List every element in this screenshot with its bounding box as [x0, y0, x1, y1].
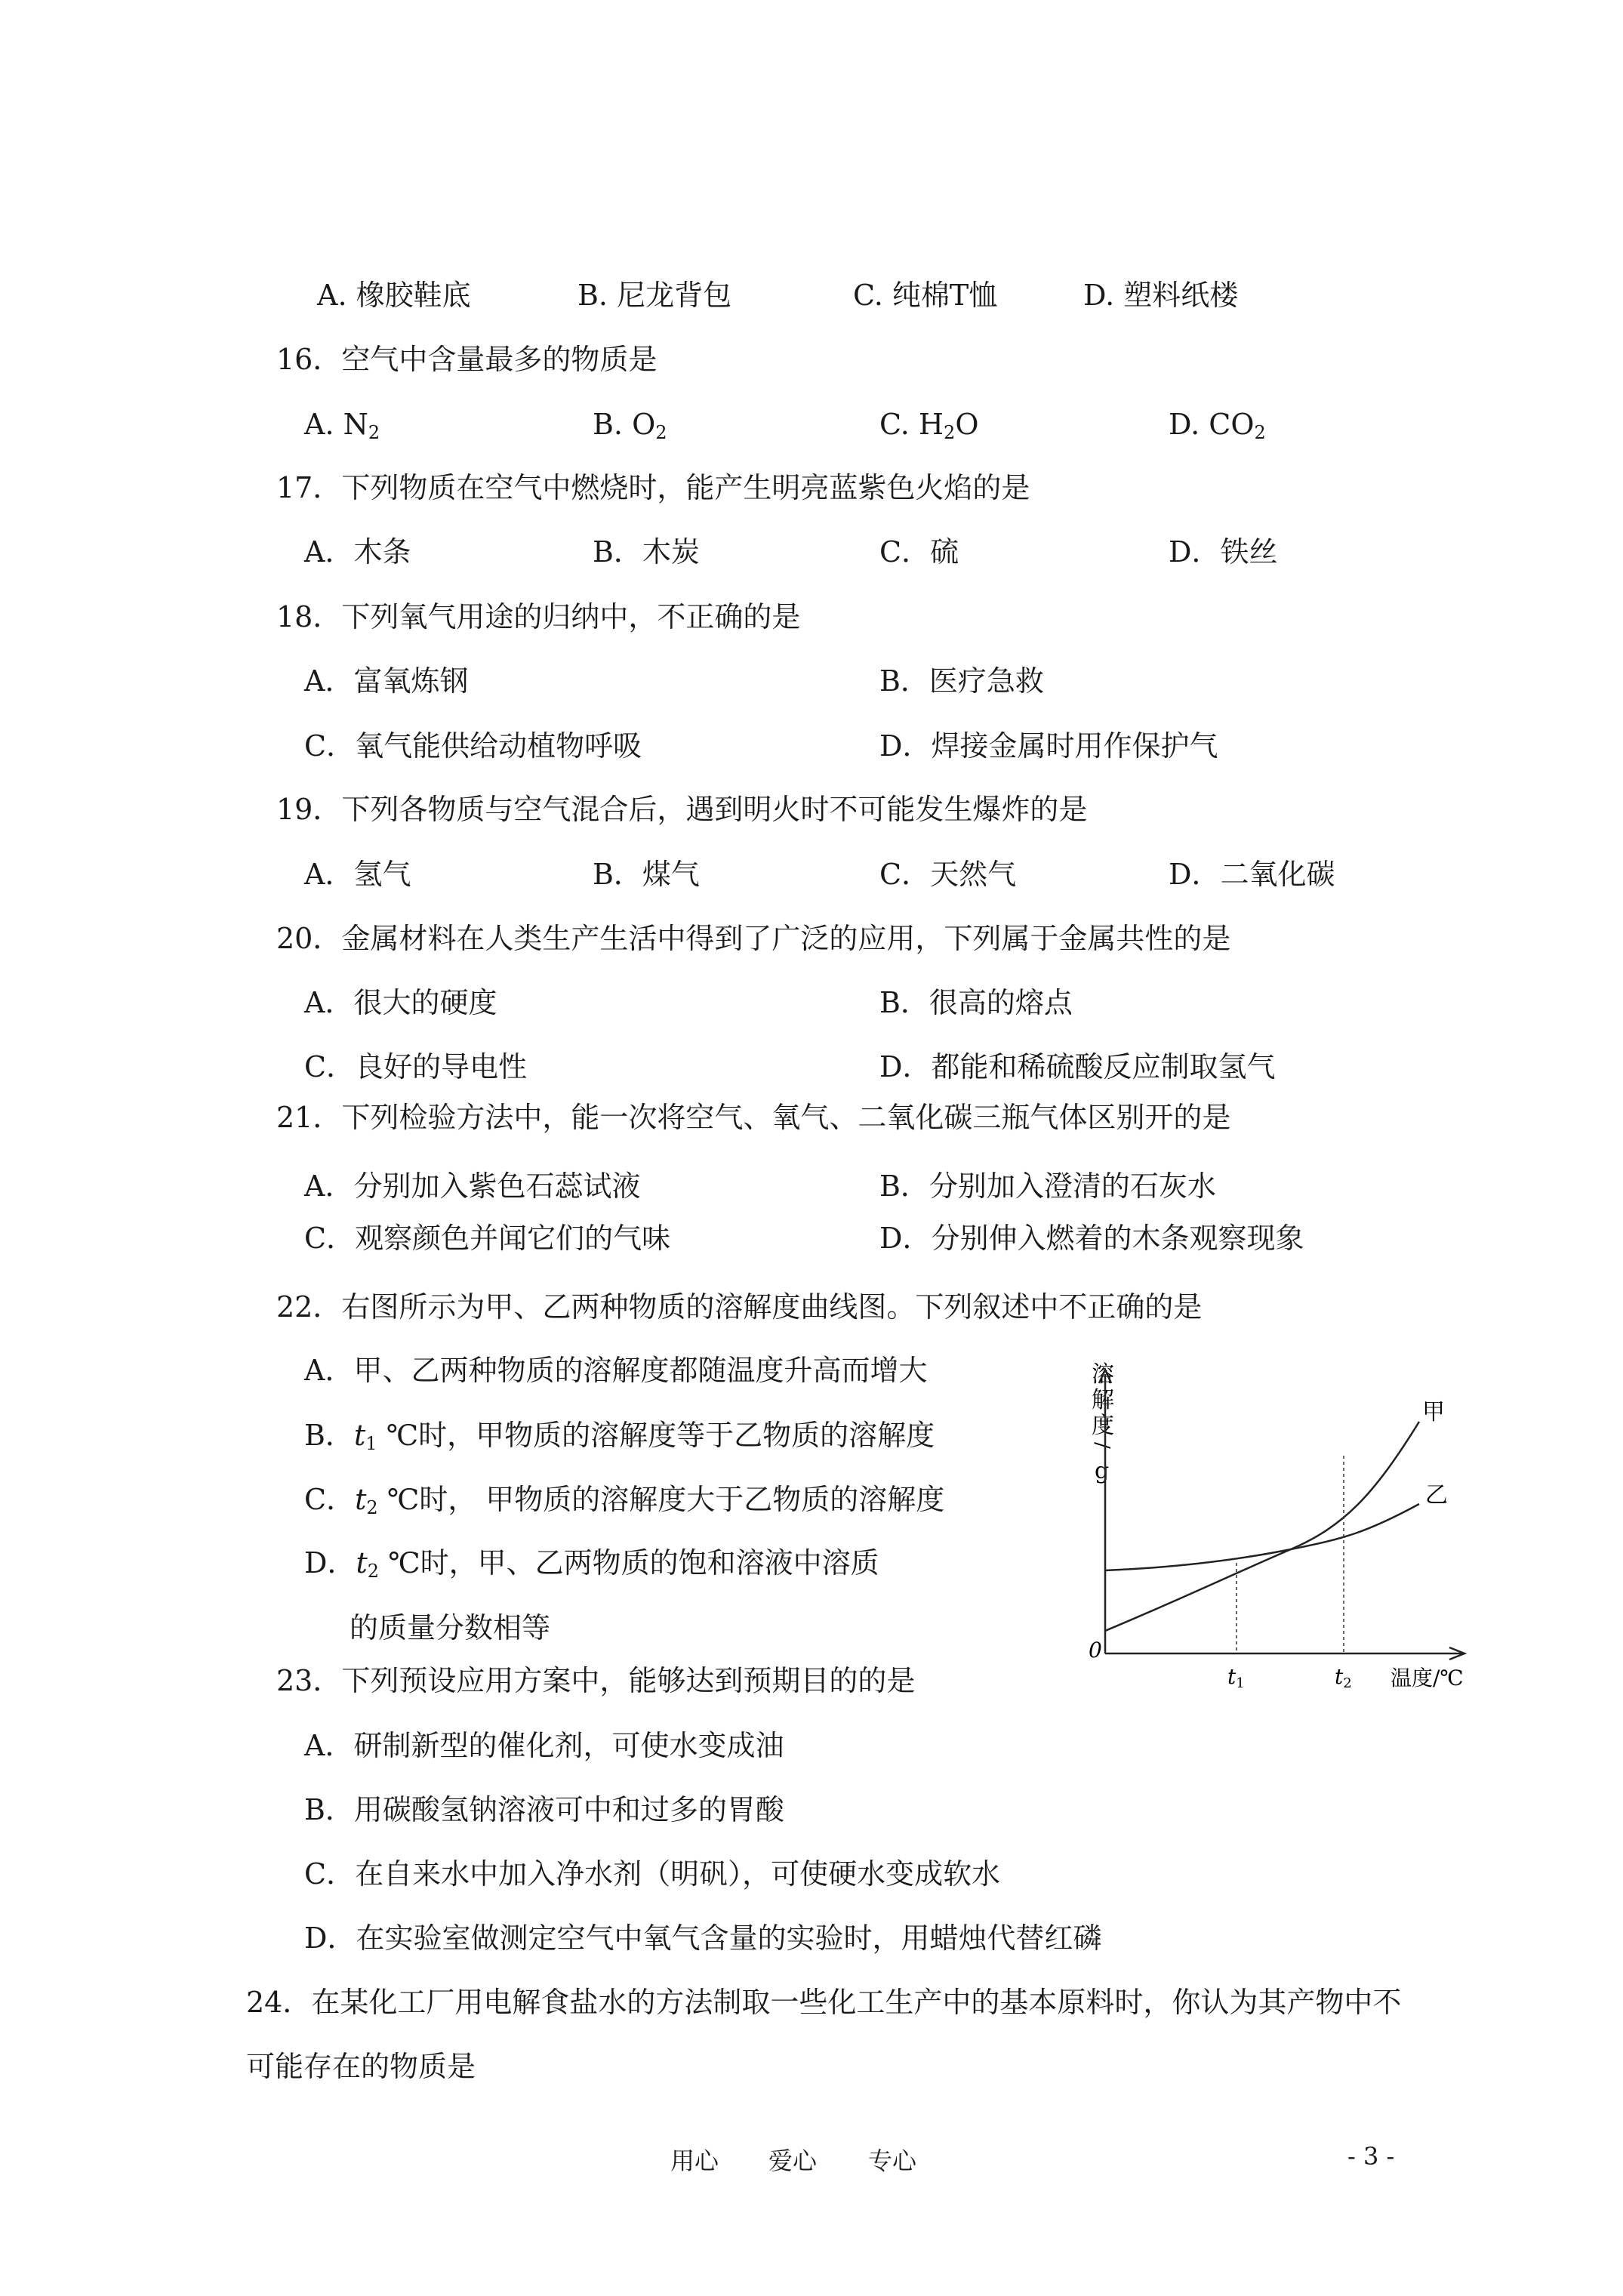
q20-option-b: B．很高的熔点 [879, 986, 1073, 1019]
footer-left: 用心 [670, 2147, 719, 2175]
curve-yi [1105, 1504, 1419, 1570]
t1-tick-label: t1 [1227, 1664, 1245, 1691]
q22-stem: 22．右图所示为甲、乙两种物质的溶解度曲线图。下列叙述中不正确的是 [276, 1290, 1203, 1324]
q16-option-a: A. $N_2$ [304, 408, 380, 443]
q22-option-d: D．$t_2$ ℃时，甲、乙两物质的饱和溶液中溶质 [304, 1546, 879, 1582]
q23-option-c: C．在自来水中加入净水剂（明矾），可使硬水变成软水 [304, 1857, 1001, 1891]
t2-tick-label: t2 [1335, 1664, 1352, 1691]
q19-option-b: B．煤气 [593, 858, 700, 891]
y-label-char-2: 解 [1092, 1387, 1114, 1413]
q18-stem: 18．下列氧气用途的归纳中，不正确的是 [276, 600, 801, 633]
q20-option-c: C．良好的导电性 [304, 1050, 528, 1083]
q20-stem: 20．金属材料在人类生产生活中得到了广泛的应用，下列属于金属共性的是 [276, 922, 1231, 955]
q23-option-d: D．在实验室做测定空气中氧气含量的实验时，用蜡烛代替红磷 [304, 1922, 1102, 1955]
q22-option-a: A．甲、乙两种物质的溶解度都随温度升高而增大 [304, 1354, 928, 1387]
q23-option-b: B．用碳酸氢钠溶液可中和过多的胃酸 [304, 1793, 784, 1826]
q19-option-d: D．二氧化碳 [1169, 858, 1335, 891]
q15-option-a: A. 橡胶鞋底 [317, 279, 471, 312]
curve-yi-label: 乙 [1425, 1482, 1448, 1509]
q23-option-a: A．研制新型的催化剂，可使水变成油 [304, 1729, 784, 1762]
q18-option-a: A．富氧炼钢 [304, 664, 469, 698]
q21-option-d: D．分别伸入燃着的木条观察现象 [879, 1222, 1304, 1255]
q20-option-a: A．很大的硬度 [304, 986, 497, 1019]
q17-option-a: A．木条 [304, 535, 411, 569]
y-label-char-5: g [1095, 1458, 1110, 1484]
q22-option-c: C．$t_2$ ℃时， 甲物质的溶解度大于乙物质的溶解度 [304, 1483, 945, 1518]
origin-label: 0 [1089, 1638, 1102, 1663]
q17-option-d: D．铁丝 [1169, 535, 1278, 569]
q24-stem-line-1: 24．在某化工厂用电解食盐水的方法制取一些化工生产中的基本原料时，你认为其产物中不 [246, 1986, 1402, 2019]
q18-option-b: B．医疗急救 [879, 664, 1044, 698]
footer-middle: 爱心 [768, 2147, 818, 2175]
q21-stem: 21．下列检验方法中，能一次将空气、氧气、二氧化碳三瓶气体区别开的是 [276, 1101, 1231, 1134]
q16-option-b: B. $O_2$ [593, 408, 667, 443]
q16-option-c: C. $H_2O$ [879, 408, 979, 443]
q17-option-b: B．木炭 [593, 535, 700, 569]
q24-stem-line-2: 可能存在的物质是 [246, 2050, 476, 2083]
q20-option-d: D．都能和稀硫酸反应制取氢气 [879, 1050, 1276, 1083]
q21-option-c: C．观察颜色并闻它们的气味 [304, 1222, 671, 1255]
q18-option-d: D．焊接金属时用作保护气 [879, 729, 1218, 763]
q22-option-b: B．$t_1$ ℃时，甲物质的溶解度等于乙物质的溶解度 [304, 1419, 935, 1454]
q18-option-c: C．氧气能供给动植物呼吸 [304, 729, 642, 763]
page-number: - 3 - [1347, 2142, 1395, 2171]
curve-jia-label: 甲 [1422, 1399, 1445, 1425]
q19-option-c: C．天然气 [879, 858, 1017, 891]
q17-option-c: C．硫 [879, 535, 959, 569]
solubility-curve-diagram [1087, 1351, 1495, 1691]
q17-stem: 17．下列物质在空气中燃烧时，能产生明亮蓝紫色火焰的是 [276, 471, 1030, 504]
y-label-char-3: 度 [1092, 1413, 1114, 1439]
q21-option-b: B．分别加入澄清的石灰水 [879, 1170, 1216, 1203]
x-axis-label: 温度/℃ [1390, 1666, 1464, 1690]
q16-stem: 16．空气中含量最多的物质是 [276, 343, 658, 376]
y-axis-label [1091, 1361, 1114, 1484]
q21-option-a: A．分别加入紫色石蕊试液 [304, 1170, 641, 1203]
q22-option-d-continuation: 的质量分数相等 [350, 1611, 551, 1644]
y-label-char-4: / [1091, 1442, 1113, 1449]
q19-option-a: A．氢气 [304, 858, 411, 891]
footer-right: 专心 [868, 2147, 917, 2175]
q23-stem: 23．下列预设应用方案中，能够达到预期目的的是 [276, 1664, 916, 1697]
q15-option-c: C. 纯棉T恤 [853, 279, 998, 312]
q15-option-d: D. 塑料纸楼 [1083, 279, 1239, 312]
q19-stem: 19．下列各物质与空气混合后，遇到明火时不可能发生爆炸的是 [276, 793, 1088, 826]
y-label-char-1: 溶 [1092, 1361, 1114, 1388]
q15-option-b: B. 尼龙背包 [577, 279, 732, 312]
q16-option-d: D. $CO_2$ [1169, 408, 1266, 443]
